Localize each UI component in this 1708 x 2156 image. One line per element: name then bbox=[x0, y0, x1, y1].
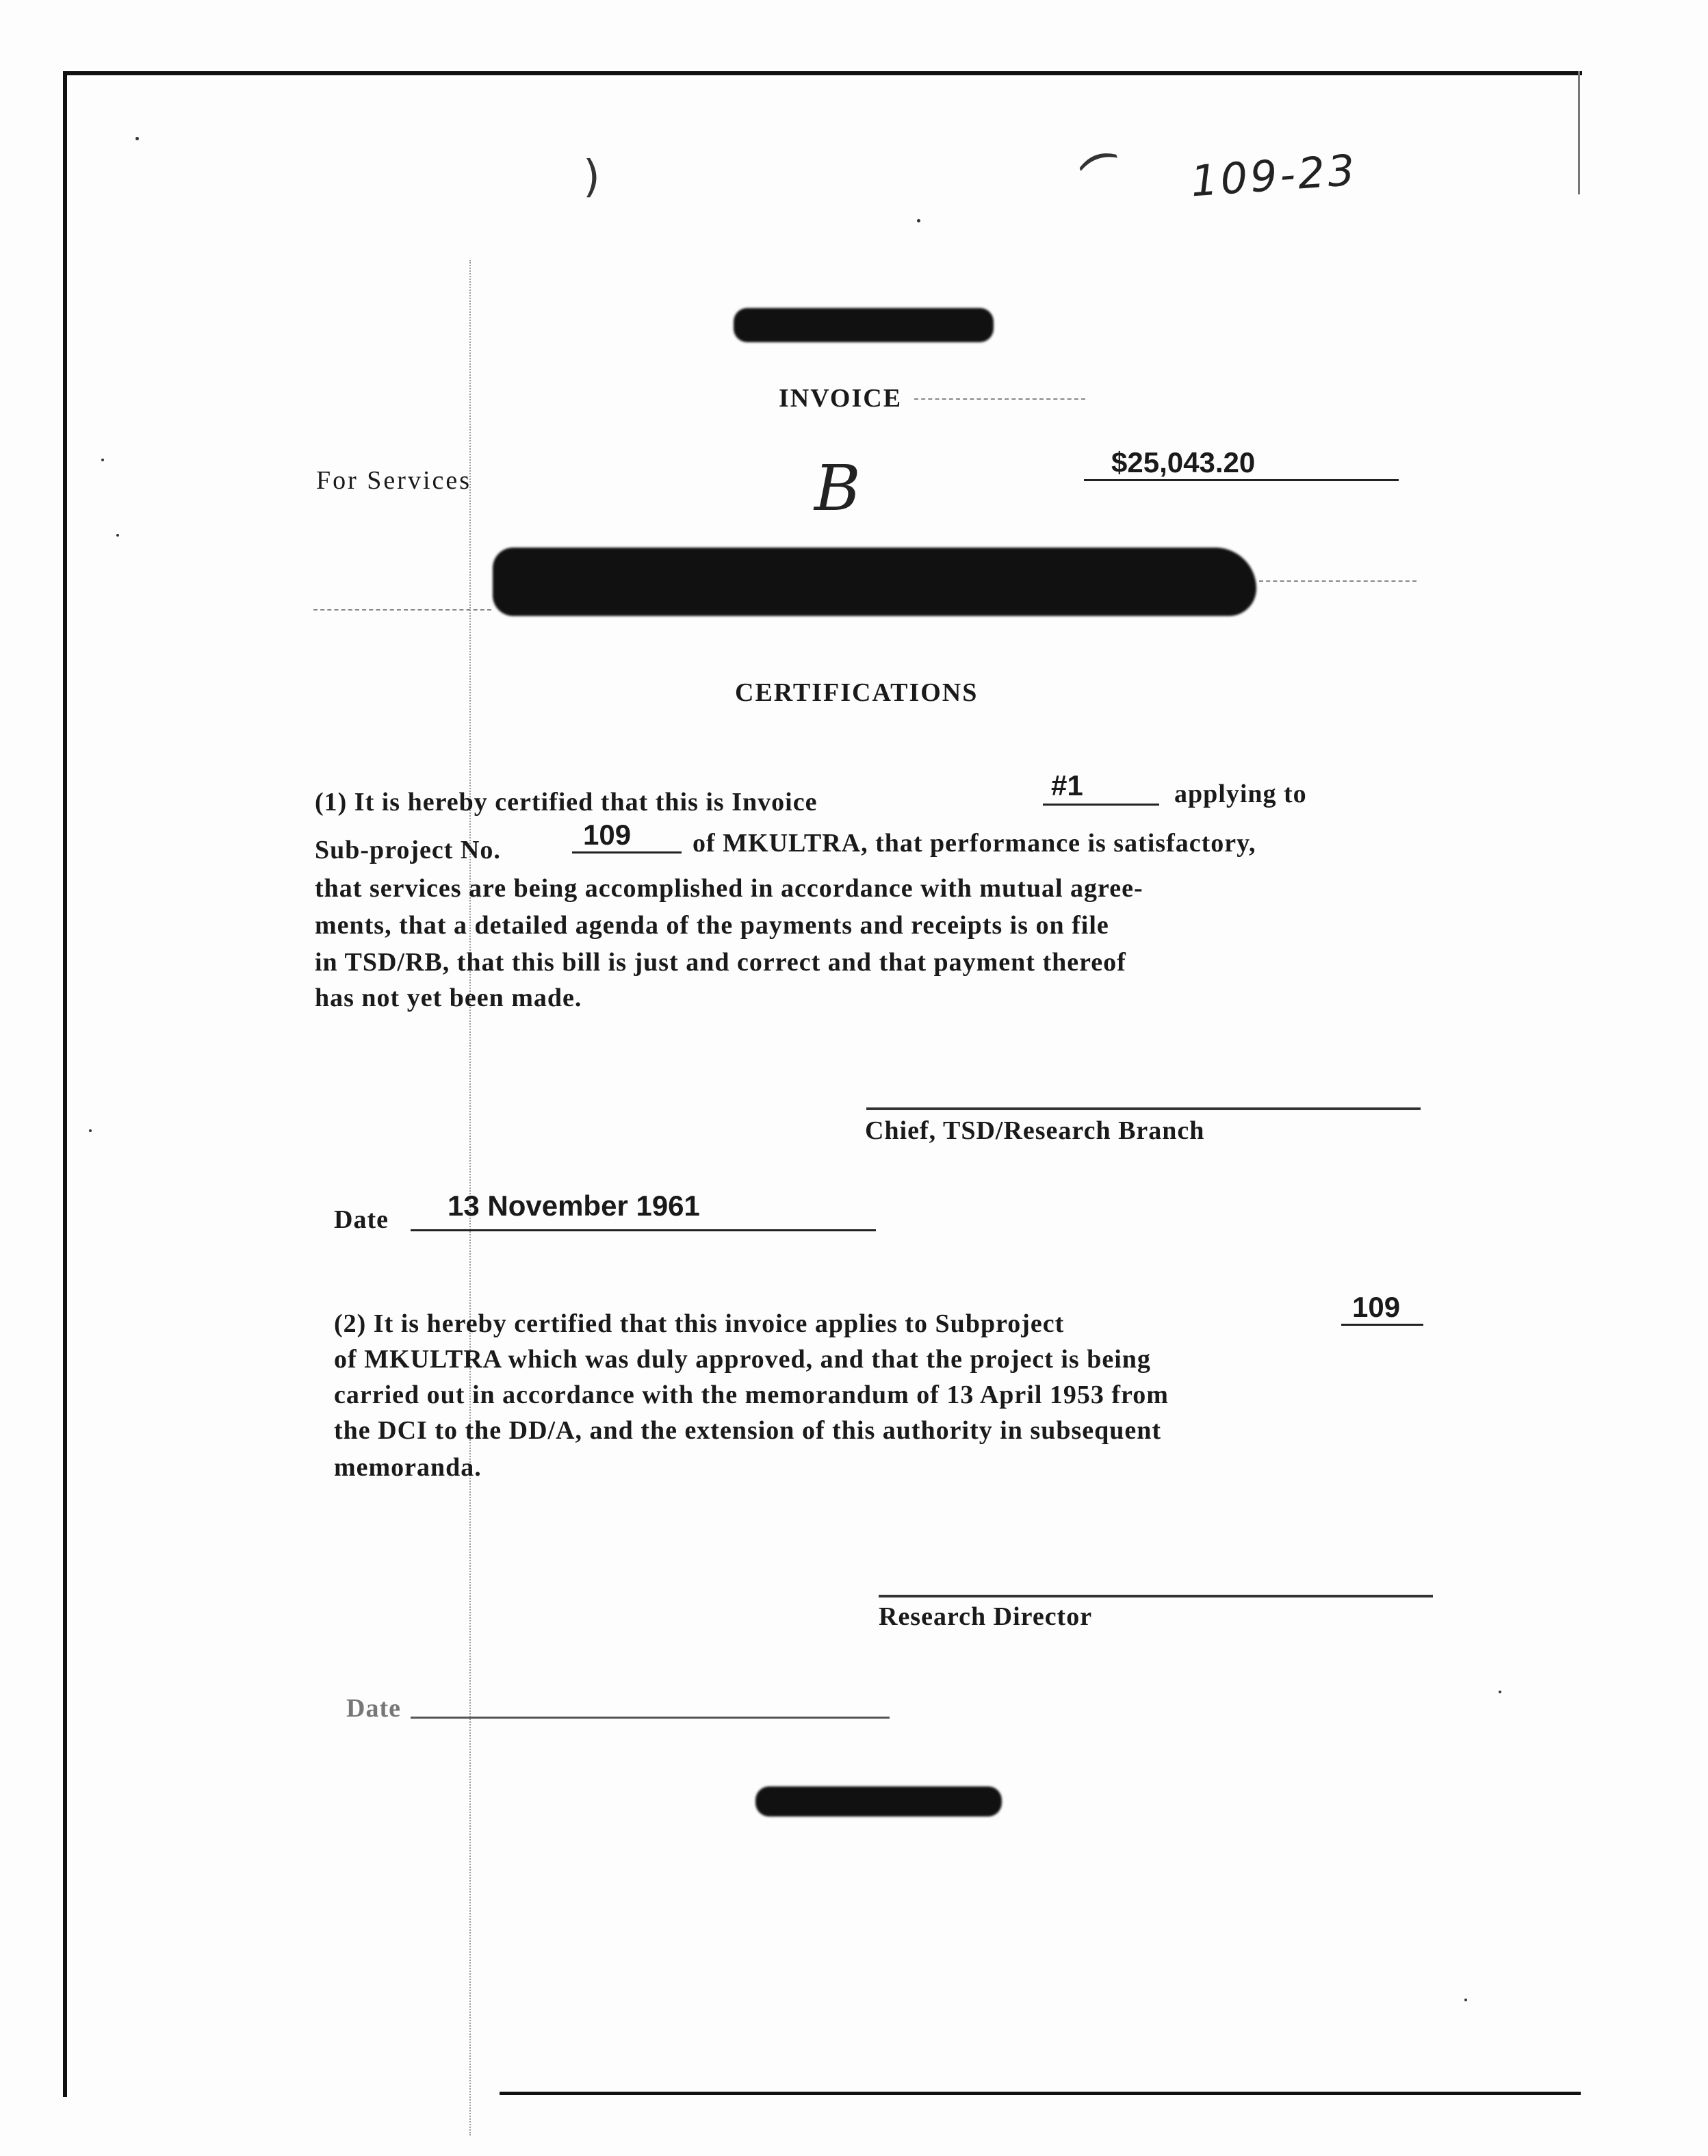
scan-line bbox=[914, 398, 1085, 400]
for-services-label: For Services bbox=[316, 466, 472, 495]
date-label: Date bbox=[334, 1205, 389, 1234]
redaction-top bbox=[734, 308, 994, 342]
handwritten-paren-mark: ) bbox=[583, 152, 600, 203]
subproject-underline bbox=[572, 851, 682, 854]
invoice-title: INVOICE bbox=[779, 384, 903, 413]
scan-speck bbox=[917, 219, 920, 222]
handwritten-arc-mark: ( bbox=[1071, 142, 1125, 177]
invoice-number-underline bbox=[1043, 804, 1159, 806]
scan-speck bbox=[116, 534, 119, 537]
scan-border-top bbox=[63, 71, 1582, 75]
redaction-payee bbox=[493, 548, 1256, 616]
amount-underline bbox=[1084, 479, 1399, 481]
date-value: 13 November 1961 bbox=[448, 1190, 700, 1222]
handwritten-doc-number: 109-23 bbox=[1189, 144, 1359, 207]
certifications-title: CERTIFICATIONS bbox=[735, 678, 979, 707]
para2-line5: memoranda. bbox=[334, 1453, 482, 1482]
signature-director: Research Director bbox=[879, 1602, 1093, 1631]
para2-line1-a: (2) It is hereby certified that this invoice applies to Subproject bbox=[334, 1309, 1065, 1338]
signature-chief: Chief, TSD/Research Branch bbox=[865, 1116, 1205, 1145]
invoice-amount: $25,043.20 bbox=[1111, 446, 1256, 478]
invoice-number: #1 bbox=[1051, 769, 1083, 801]
scan-speck bbox=[1499, 1691, 1501, 1693]
handwritten-letter: B bbox=[814, 452, 861, 525]
para2-line2: of MKULTRA which was duly approved, and that the project is being bbox=[334, 1345, 1151, 1374]
subproject-number-2: 109 bbox=[1352, 1291, 1401, 1323]
payee-dash-right bbox=[1259, 580, 1416, 582]
para1-line1-a: (1) It is hereby certified that this is Invoice bbox=[315, 788, 818, 817]
payee-dash-left bbox=[313, 609, 491, 611]
scan-speck bbox=[89, 1129, 92, 1132]
scan-speck bbox=[101, 459, 104, 461]
scan-speck bbox=[135, 137, 139, 140]
para1-line2-b: of MKULTRA, that performance is satisfactory, bbox=[693, 829, 1256, 858]
para1-line6: has not yet been made. bbox=[315, 984, 582, 1012]
para2-line4: the DCI to the DD/A, and the extension of this authority in subsequent bbox=[334, 1416, 1162, 1445]
signature-line-chief bbox=[866, 1107, 1421, 1110]
subproject2-underline bbox=[1341, 1324, 1423, 1326]
subproject-number: 109 bbox=[583, 819, 632, 851]
scan-speck bbox=[1464, 1999, 1467, 2001]
scan-border-bottom bbox=[500, 2092, 1581, 2095]
para1-line2-a: Sub-project No. bbox=[315, 836, 501, 864]
date-underline bbox=[411, 1229, 876, 1231]
date2-label: Date bbox=[346, 1694, 401, 1723]
date2-underline bbox=[411, 1717, 890, 1719]
para1-line3: that services are being accomplished in accordance with mutual agree- bbox=[315, 874, 1143, 903]
para1-line5: in TSD/RB, that this bill is just and correct and that payment thereof bbox=[315, 948, 1126, 977]
para1-line4: ments, that a detailed agenda of the payments and receipts is on file bbox=[315, 911, 1109, 940]
signature-line-director bbox=[879, 1595, 1433, 1597]
para2-line3: carried out in accordance with the memorandum of 13 April 1953 from bbox=[334, 1381, 1169, 1409]
redaction-bottom bbox=[755, 1786, 1002, 1817]
para1-line1-b: applying to bbox=[1174, 780, 1307, 808]
scan-border-right bbox=[1578, 71, 1580, 194]
scan-border-left bbox=[63, 71, 67, 2097]
